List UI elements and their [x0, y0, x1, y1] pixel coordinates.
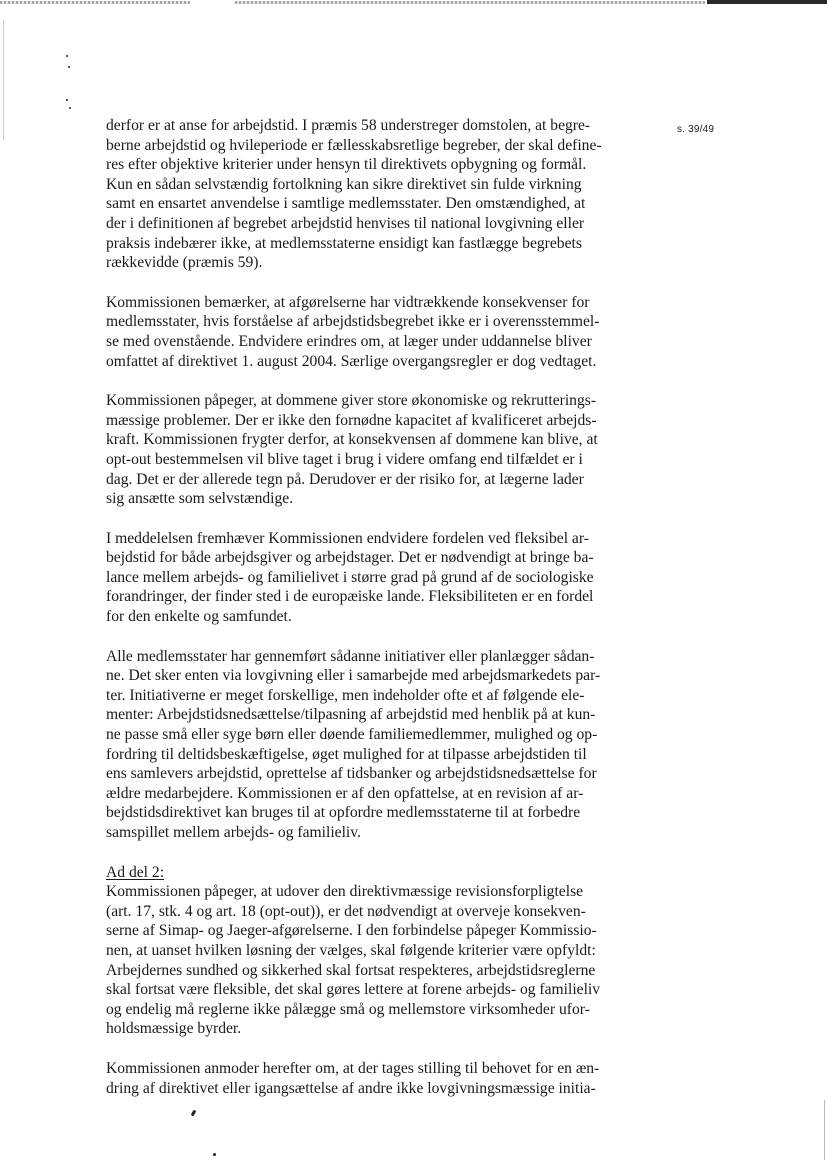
scan-artifact-right-edge — [824, 1100, 825, 1160]
text-line: samspillet mellem arbejds- og familieliv. — [106, 824, 361, 841]
text-line: der i definitionen af begrebet arbejdstid henvises til national lovgivning eller — [106, 214, 585, 232]
text-line: praksis indebærer ikke, at medlemsstaterne ensidigt kan fastlægge begrebets — [106, 234, 582, 252]
page-number: s. 39/49 — [677, 124, 715, 135]
text-line: ne. Det sker enten via lovgivning eller i samarbejde med arbejdsmarkedets par- — [106, 667, 601, 685]
scan-speck — [69, 107, 71, 109]
text-line: mæssige problemer. Der er ikke den fornødne kapacitet af kvalificeret arbejds- — [106, 411, 597, 429]
text-line: serne af Simap- og Jaeger-afgørelserne. I den forbindelse påpeger Kommissio- — [106, 922, 597, 940]
scan-speck — [66, 99, 68, 101]
scan-artifact-top — [0, 0, 827, 8]
section-heading: Ad del 2: — [106, 863, 165, 881]
scan-artifact-left-edge — [3, 20, 4, 140]
text-line: dag. Det er der allerede tegn på. Derudover er der risiko for, at lægerne lader — [106, 470, 584, 488]
scan-speck — [213, 1153, 216, 1156]
text-line: kraft. Kommissionen frygter derfor, at konsekvensen af dommene kan blive, at — [106, 431, 598, 449]
text-line: Kommissionen påpeger, at udover den direktivmæssige revisionsforpligtelse — [106, 883, 584, 901]
text-line: bejdstidsdirektivet kan bruges til at opfordre medlemsstaterne til at forbedre — [106, 804, 581, 822]
text-line: Kommissionen bemærker, at afgørelserne har vidtrækkende konsekvenser for — [106, 293, 590, 311]
text-line: Arbejdernes sundhed og sikkerhed skal fortsat respekteres, arbejdstidsreglerne — [106, 961, 596, 979]
text-line: samt en ensartet anvendelse i samtlige medlemsstater. Den omstændighed, at — [106, 195, 586, 213]
scan-speck — [191, 1110, 197, 1117]
text-line: I meddelelsen fremhæver Kommissionen endvidere fordelen ved fleksibel ar- — [106, 529, 589, 547]
text-line: menter: Arbejdstidsnedsættelse/tilpasning af arbejdstid med henblik på at kun- — [106, 706, 596, 724]
document-body — [106, 116, 626, 1098]
text-line: (art. 17, stk. 4 og art. 18 (opt-out)), er det nødvendigt at overveje konsekven- — [106, 902, 586, 920]
text-line: Alle medlemsstater har gennemført sådanne initiativer eller planlægger sådan- — [106, 647, 595, 665]
text-line: medlemsstater, hvis forståelse af arbejdstidsbegrebet ikke er i overensstemmel- — [106, 313, 600, 331]
text-line: opt-out bestemmelsen vil blive taget i brug i videre omfang end tilfældet er i — [106, 450, 583, 468]
text-line: sig ansætte som selvstændige. — [106, 490, 294, 508]
paragraph — [106, 1059, 626, 1098]
paragraph — [106, 293, 626, 371]
scan-speck — [66, 55, 68, 57]
text-line: lance mellem arbejds- og familielivet i større grad på grund af de sociologiske — [106, 568, 594, 586]
paragraph — [106, 116, 626, 273]
text-line: Kommissionen påpeger, at dommene giver store økonomiske og rekrutterings- — [106, 392, 597, 410]
text-line: Kommissionen anmoder herefter om, at der tages stilling til behovet for en æn- — [106, 1059, 600, 1077]
text-line: for den enkelte og samfundet. — [106, 608, 292, 626]
text-line: Kun en sådan selvstændig fortolkning kan sikre direktivet sin fulde virkning — [106, 175, 582, 193]
text-line: ens samlevers arbejdstid, oprettelse af tidsbanker og arbejdstidsnedsættelse for — [106, 765, 597, 783]
text-line: forandringer, der finder sted i de europæiske lande. Fleksibiliteten er en fordel — [106, 588, 594, 606]
paragraph — [106, 647, 626, 843]
text-line: og endelig må reglerne ikke pålægge små og mellemstore virksomheder ufor- — [106, 1000, 590, 1018]
paragraph — [106, 863, 626, 1039]
text-line: ældre medarbejdere. Kommissionen er af den opfattelse, at en revision af ar- — [106, 784, 584, 802]
paragraph — [106, 391, 626, 509]
text-line: berne arbejdstid og hvileperiode er fællesskabsretlige begreber, der skal define- — [106, 136, 602, 154]
text-line: holdsmæssige byrder. — [106, 1020, 242, 1038]
text-line: nen, at uanset hvilken løsning der vælges, skal følgende kriterier være opfyldt: — [106, 941, 596, 959]
text-line: dring af direktivet eller igangsættelse af andre ikke lovgivningsmæssige initia- — [106, 1079, 596, 1097]
text-line: bejdstid for både arbejdsgiver og arbejdstager. Det er nødvendigt at bringe ba- — [106, 549, 594, 567]
text-line: ter. Initiativerne er meget forskellige, men indeholder ofte et af følgende ele- — [106, 686, 585, 704]
text-line: rækkevidde (præmis 59). — [106, 254, 263, 272]
paragraph — [106, 529, 626, 627]
text-line: derfor er at anse for arbejdstid. I præmis 58 understreger domstolen, at begre- — [106, 117, 591, 134]
text-line: omfattet af direktivet 1. august 2004. Særlige overgangsregler er dog vedtaget. — [106, 352, 597, 370]
text-line: skal fortsat være fleksible, det skal gøres lettere at forene arbejds- og familieliv — [106, 981, 601, 999]
text-line: se med ovenstående. Endvidere erindres om, at læger under uddannelse bliver — [106, 332, 592, 350]
scan-speck — [68, 66, 70, 68]
text-line: fordring til deltidsbeskæftigelse, øget mulighed for at tilpasse arbejdstiden til — [106, 745, 587, 763]
text-line: res efter objektive kriterier under hensyn til direktivets opbygning og formål. — [106, 156, 587, 174]
text-line: ne passe små eller syge børn eller døende familiemedlemmer, mulighed og op- — [106, 726, 598, 744]
